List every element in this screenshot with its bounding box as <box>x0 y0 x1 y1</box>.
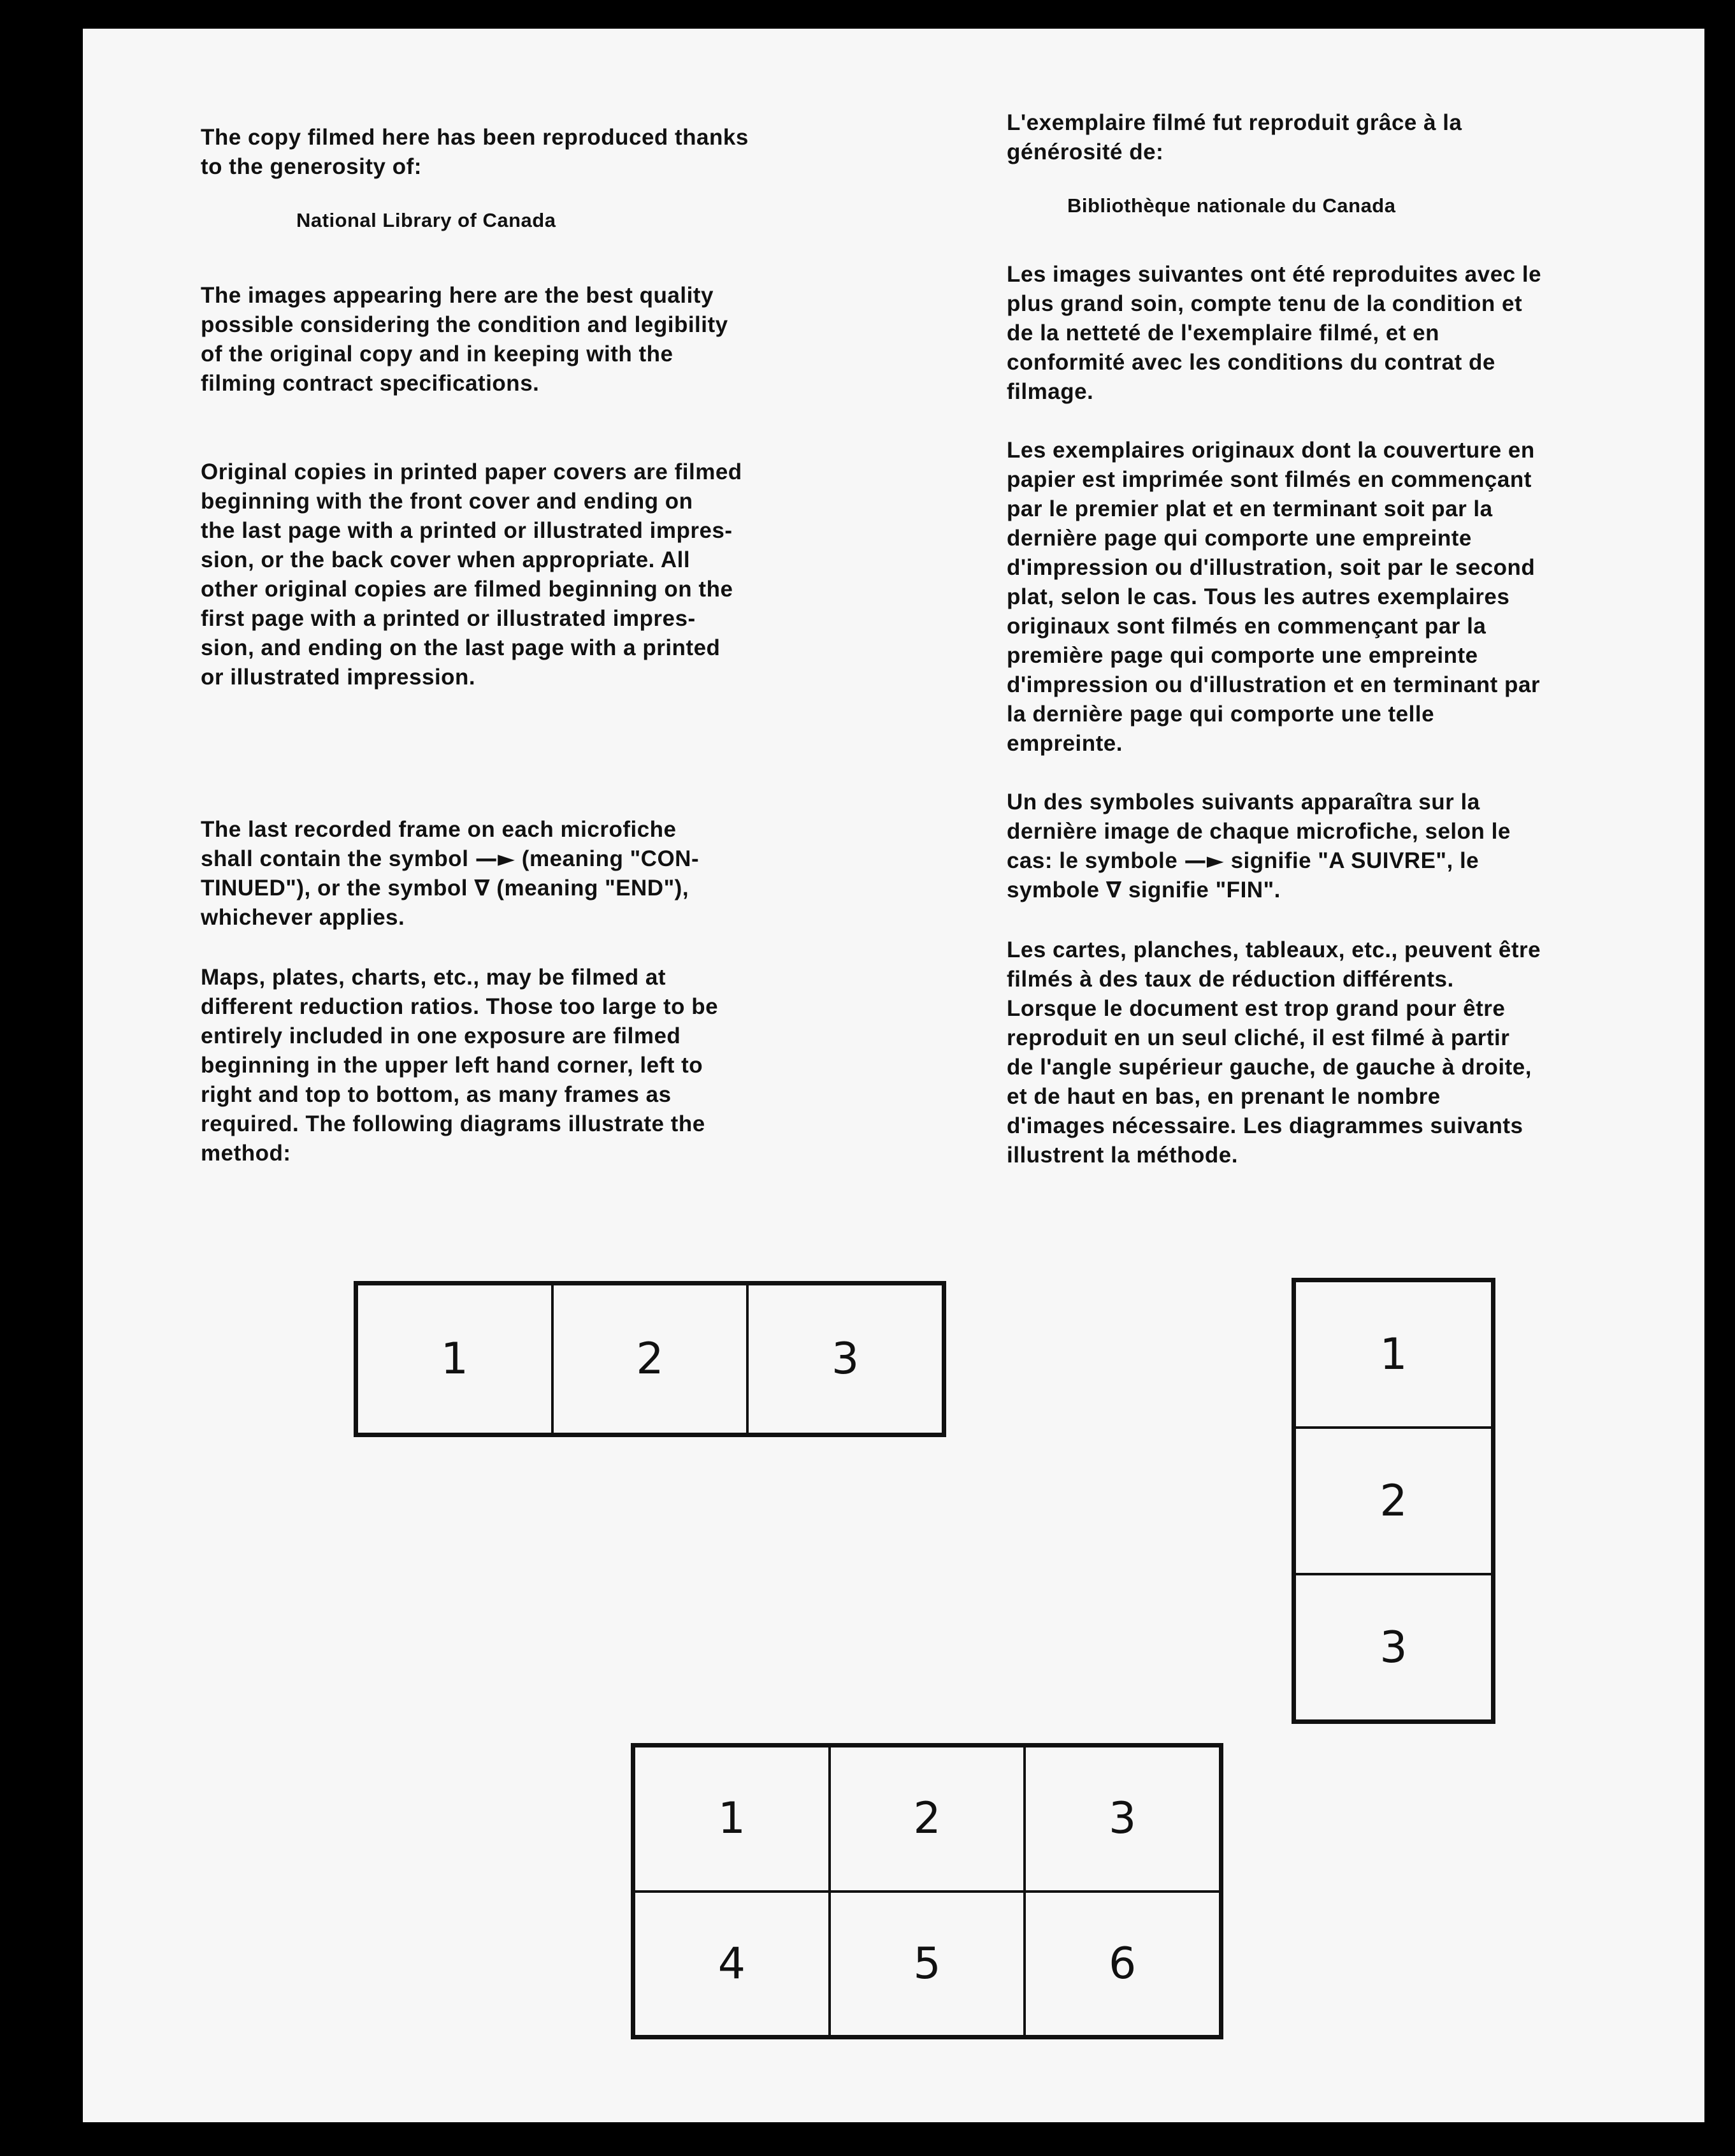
arrow-icon: —► <box>1184 848 1225 874</box>
paragraph-maps: Maps, plates, charts, etc., may be filmed at different reduction ratios. Those too large to be entirely included in one exposure are filmed beginning in the upper left hand corner, left to right and top to bottom, as many frames as required. The following diagrams illustrate the method: <box>201 965 719 1166</box>
frame-cell: 6 <box>1025 1892 1220 2037</box>
paragraph-quality: The images appearing here are the best quality possible considering the condition and legibility of the original copy and in keeping with the filming contract specifications. <box>201 283 728 396</box>
diagram-vertical <box>1292 1278 1495 1724</box>
intro-text-fr: L'exemplaire filmé fut reproduit grâce à la générosité de: <box>1007 110 1462 164</box>
frame-cell: 2 <box>552 1284 748 1434</box>
diagram-grid <box>631 1743 1223 2039</box>
triangle-icon: ∇ <box>1105 878 1122 903</box>
frame-cell: 5 <box>830 1892 1025 2037</box>
diagram-horizontal <box>354 1281 946 1437</box>
english-column <box>201 123 876 1168</box>
intro-text: The copy filmed here has been reproduced thanks to the generosity of: <box>201 125 749 179</box>
paragraph-original-copies: Original copies in printed paper covers are filmed beginning with the front cover and ending on the last page with a printed or illustrated impres- sion, or the back cover when appropriate. All other original copies are filmed beginning on the first page with a printed or illustrated impres- sion, and ending on the last page with a printed or illustrated impression. <box>201 459 742 690</box>
arrow-icon: —► <box>475 846 515 872</box>
paragraph-original-copies-fr: Les exemplaires originaux dont la couverture en papier est imprimée sont filmés en commençant par le premier plat et en terminant soit par la dernière page qui comporte une empreinte d'impression ou d'illustration, soit par le second plat, selon le cas. Tous les autres exemplaires originaux sont filmés en commençant par la première page qui comporte une empreinte d'impression ou d'illustration et en terminant par la dernière page qui comporte une telle empreinte. <box>1007 438 1541 756</box>
frame-cell: 3 <box>1295 1574 1492 1721</box>
paragraph-symbols: The last recorded frame on each microfiche shall contain the symbol —► (meaning "CON- TINUED"), or the symbol ∇ (meaning "END"), whichever applies. <box>201 817 700 930</box>
triangle-icon: ∇ <box>474 876 491 901</box>
frame-cell: 2 <box>830 1746 1025 1892</box>
paragraph-maps-fr: Les cartes, planches, tableaux, etc., peuvent être filmés à des taux de réduction différents. Lorsque le document est trop grand pour être reproduit en un seul cliché, il est filmé à partir de l'angle supérieur gauche, de gauche à droite, et de haut en bas, en prenant le nombre d'images nécessaire. Les diagrammes suivants illustrent la méthode. <box>1007 937 1541 1168</box>
document-page <box>83 29 1704 2122</box>
frame-cell: 1 <box>634 1746 830 1892</box>
frame-cell: 3 <box>747 1284 943 1434</box>
library-name: National Library of Canada <box>296 209 556 231</box>
frame-cell: 4 <box>634 1892 830 2037</box>
library-name-fr: Bibliothèque nationale du Canada <box>1067 194 1396 217</box>
frame-cell: 3 <box>1025 1746 1220 1892</box>
paragraph-quality-fr: Les images suivantes ont été reproduites avec le plus grand soin, compte tenu de la condition et de la netteté de l'exemplaire filmé, et en conformité avec les conditions du contrat de filmage. <box>1007 262 1542 404</box>
frame-cell: 1 <box>1295 1281 1492 1428</box>
frame-cell: 1 <box>357 1284 552 1434</box>
paragraph-symbols-fr: Un des symboles suivants apparaîtra sur la dernière image de chaque microfiche, selon le cas: le symbole —► signifie "A SUIVRE", le symbole ∇ signifie "FIN". <box>1007 790 1511 903</box>
frame-cell: 2 <box>1295 1428 1492 1574</box>
french-column <box>1007 108 1682 1170</box>
